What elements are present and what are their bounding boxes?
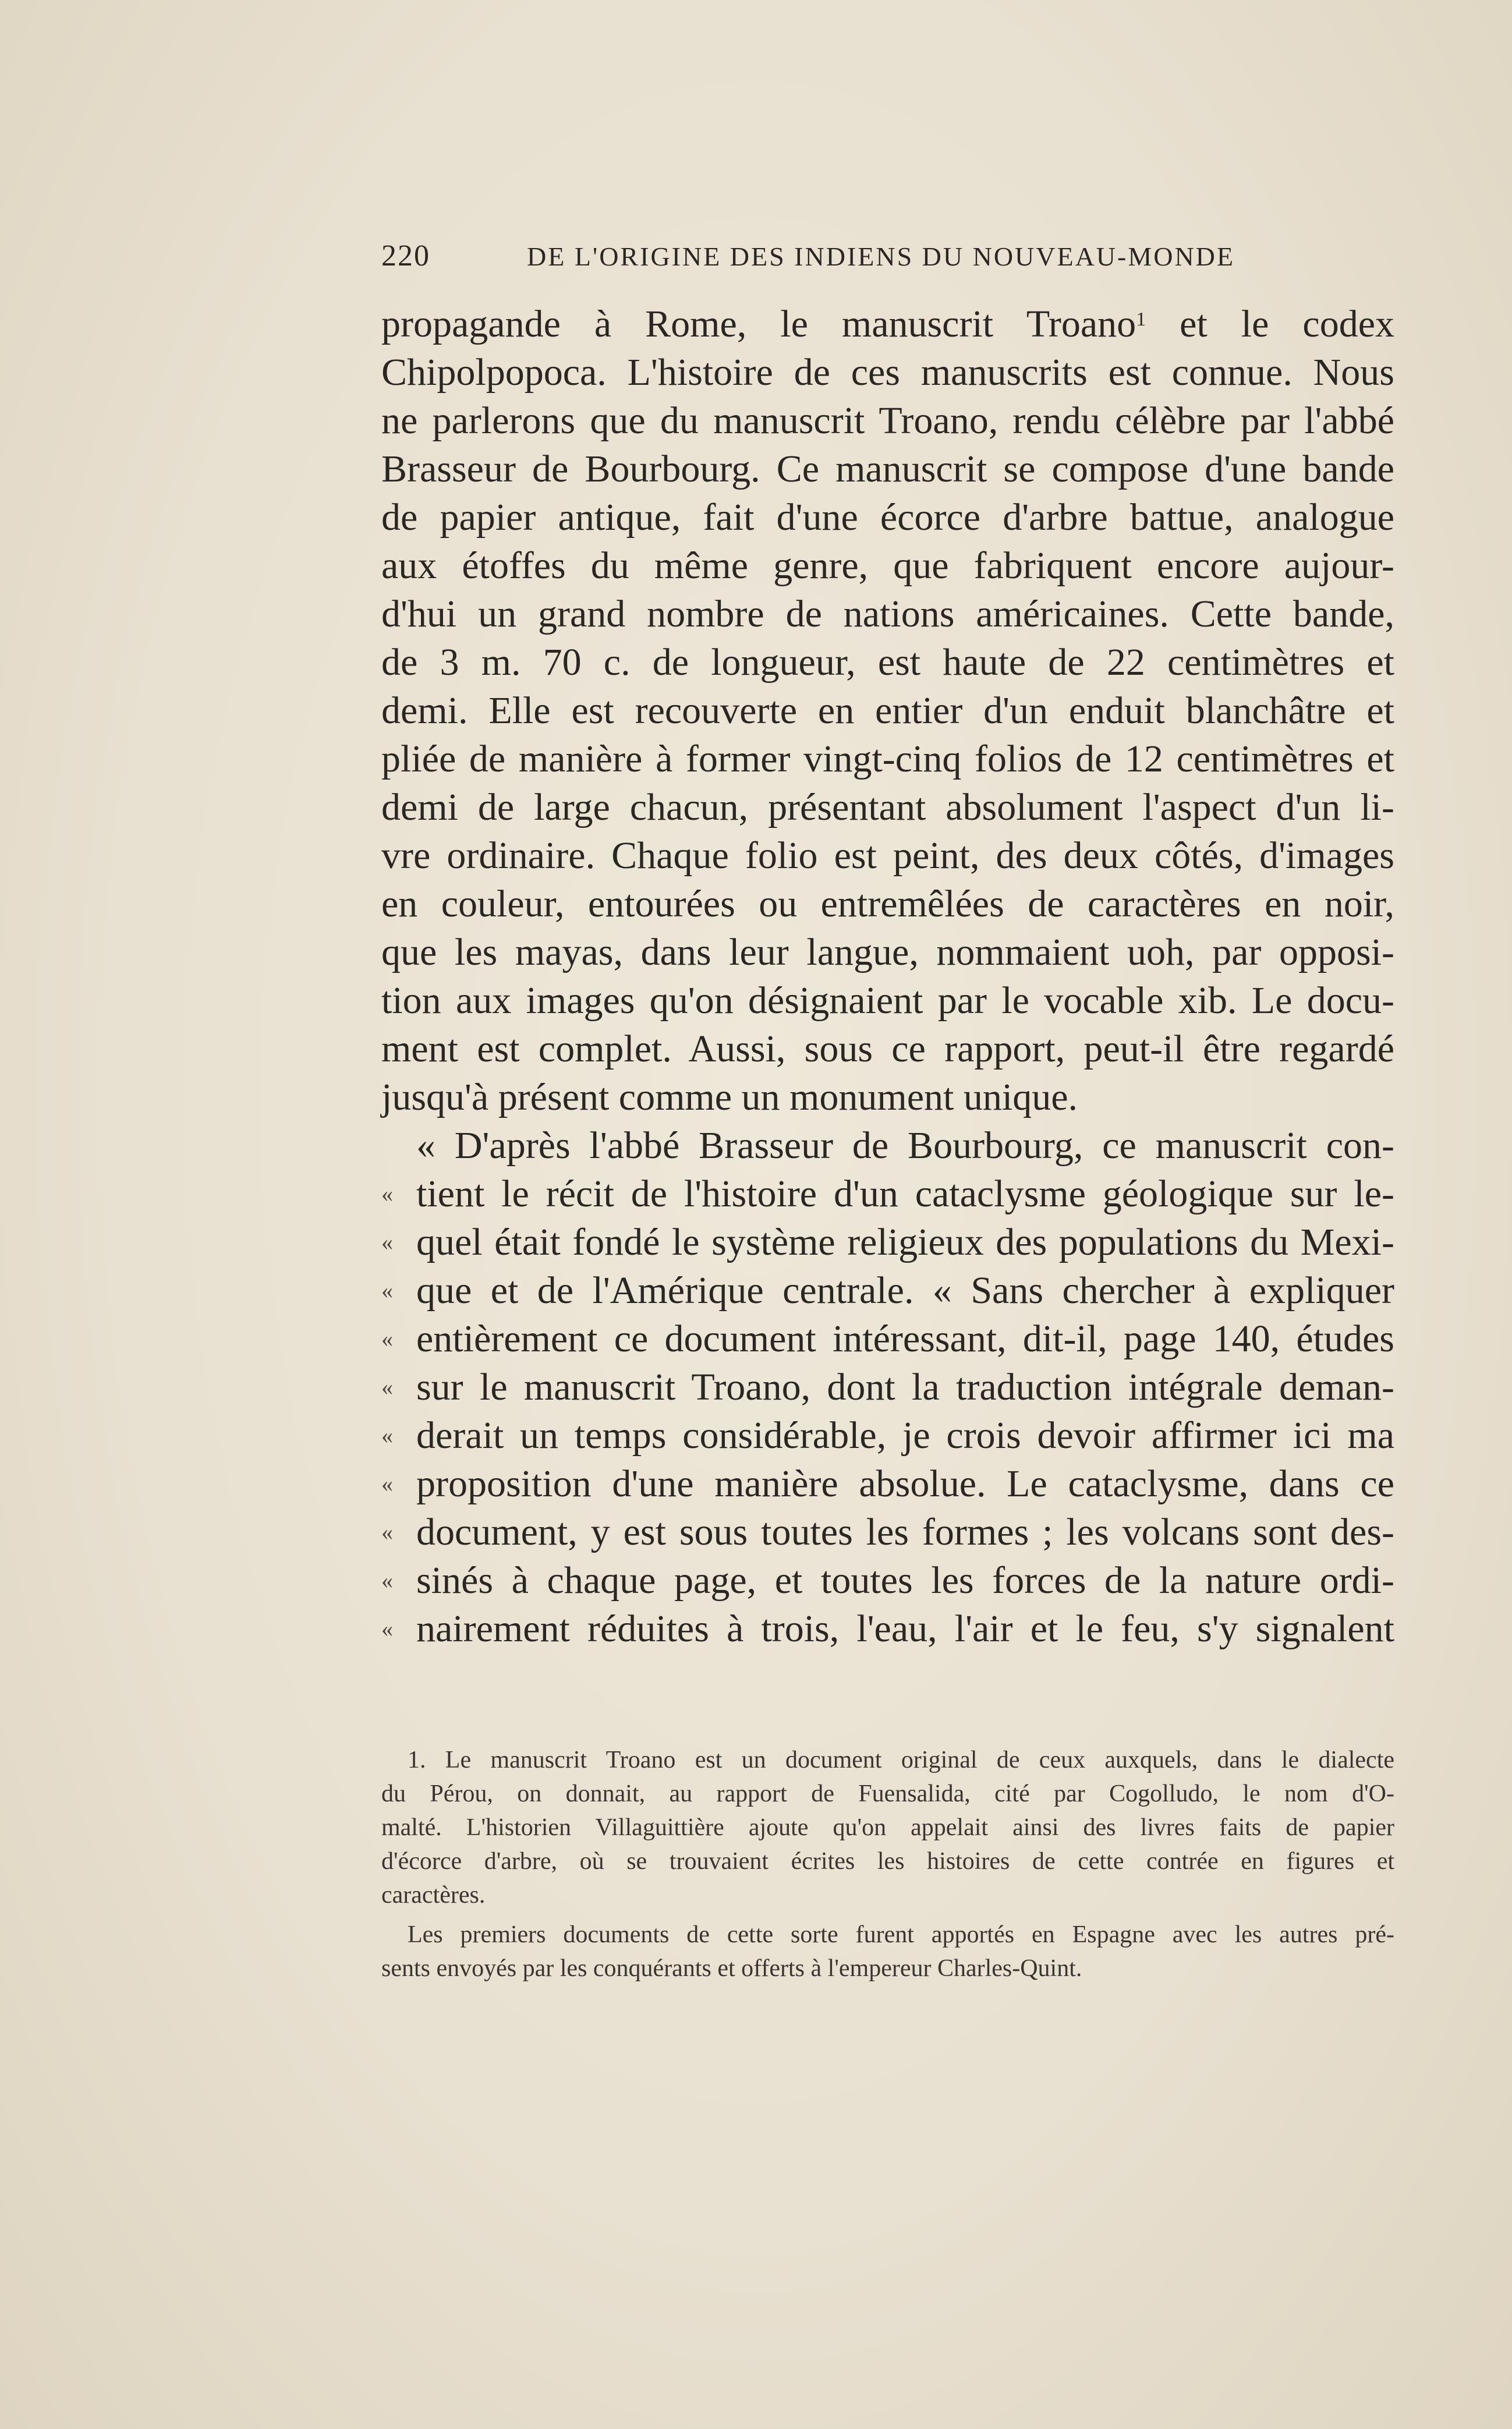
footnote-line: caractères. <box>381 1882 486 1908</box>
quote-line: « proposition d'une manière absolue. Le cataclysme, dans ce <box>381 1460 1394 1508</box>
footnote-line: Les premiers documents de cette sorte furent apportés en Espagne avec les autres pré- <box>408 1921 1394 1948</box>
text-line: demi. Elle est recouverte en entier d'un enduit blanchâtre et <box>381 689 1394 732</box>
footnote-line: du Pérou, on donnait, au rapport de Fuensalida, cité par Cogolludo, le nom d'O- <box>381 1780 1394 1807</box>
text-line: de 3 m. 70 c. de longueur, est haute de 22 centimètres et <box>381 641 1394 684</box>
footnote-line: 1. Le manuscrit Troano est un document original de ceux auxquels, dans le dialecte <box>408 1747 1394 1773</box>
quote-mark: « <box>381 1519 393 1545</box>
text-line: tion aux images qu'on désignaient par le vocable xib. Le docu- <box>381 979 1394 1022</box>
quote-line: « tient le récit de l'histoire d'un cataclysme géologique sur le- <box>381 1170 1394 1218</box>
text-line: en couleur, entourées ou entremêlées de caractères en noir, <box>381 883 1394 925</box>
quote-mark: « <box>381 1181 393 1207</box>
running-head <box>381 239 1255 285</box>
quote-line: « sur le manuscrit Troano, dont la traduction intégrale deman- <box>381 1363 1394 1411</box>
footnote-ref: 1 <box>1136 309 1146 330</box>
quote-line: « sinés à chaque page, et toutes les forces de la nature ordi- <box>381 1556 1394 1605</box>
quote-mark: « <box>381 1471 393 1497</box>
footnote-line: malté. L'historien Villaguittière ajoute qu'on appelait ainsi des livres faits de papier <box>381 1814 1394 1841</box>
footnote-gap <box>381 1913 1394 1918</box>
footnote-line: sents envoyés par les conquérants et offerts à l'empereur Charles-Quint. <box>381 1955 1082 1982</box>
quote-mark: « <box>381 1567 393 1594</box>
text-line: jusqu'à présent comme un monument unique. <box>381 1076 1078 1118</box>
text-line: que les mayas, dans leur langue, nommaient uoh, par opposi- <box>381 931 1394 973</box>
quote-line: « entièrement ce document intéressant, dit-il, page 140, études <box>381 1315 1394 1363</box>
quote-line: « derait un temps considérable, je crois devoir affirmer ici ma <box>381 1411 1394 1460</box>
page-number: 220 <box>381 239 430 272</box>
footnote-line: d'écorce d'arbre, où se trouvaient écrites les histoires de cette contrée en figures et <box>381 1848 1394 1875</box>
quote-line: « que et de l'Amérique centrale. « Sans chercher à expliquer <box>381 1266 1394 1315</box>
quote-mark: « <box>381 1326 393 1352</box>
text-line: vre ordinaire. Chaque folio est peint, des deux côtés, d'images <box>381 834 1394 877</box>
text-line: d'hui un grand nombre de nations américaines. Cette bande, <box>381 593 1394 635</box>
quote-mark: « <box>381 1422 393 1449</box>
text-line: ne parlerons que du manuscrit Troano, rendu célèbre par l'abbé <box>381 399 1394 442</box>
running-title: DE L'ORIGINE DES INDIENS DU NOUVEAU-MONDE <box>527 242 1235 271</box>
text-line: ment est complet. Aussi, sous ce rapport, peut-il être regardé <box>381 1028 1394 1070</box>
quote-line: « quel était fondé le système religieux des populations du Mexi- <box>381 1218 1394 1266</box>
quote-mark: « <box>381 1229 393 1255</box>
main-text <box>381 300 1394 1653</box>
quote-mark: « <box>381 1616 393 1642</box>
text-line: Chipolpopoca. L'histoire de ces manuscrits est connue. Nous <box>381 351 1394 394</box>
text-line: pliée de manière à former vingt-cinq folios de 12 centimètres et <box>381 738 1394 780</box>
quote-mark: « <box>381 1277 393 1304</box>
quote-opening-line: « D'après l'abbé Brasseur de Bourbourg, ce manuscrit con- <box>416 1124 1394 1167</box>
text-line: demi de large chacun, présentant absolument l'aspect d'un li- <box>381 786 1394 828</box>
text-line: Brasseur de Bourbourg. Ce manuscrit se compose d'une bande <box>381 448 1394 490</box>
footnotes <box>381 1744 1394 1986</box>
text-line: aux étoffes du même genre, que fabriquent encore aujour- <box>381 544 1394 587</box>
text-line: de papier antique, fait d'une écorce d'arbre battue, analogue <box>381 496 1394 539</box>
text-line: propagande à Rome, le manuscrit Troano$^1$ et le codex <box>381 303 1394 345</box>
quote-mark: « <box>381 1374 393 1400</box>
quote-line: « nairement réduites à trois, l'eau, l'air et le feu, s'y signalent <box>381 1605 1394 1653</box>
quote-line: « document, y est sous toutes les formes ; les volcans sont des- <box>381 1508 1394 1556</box>
